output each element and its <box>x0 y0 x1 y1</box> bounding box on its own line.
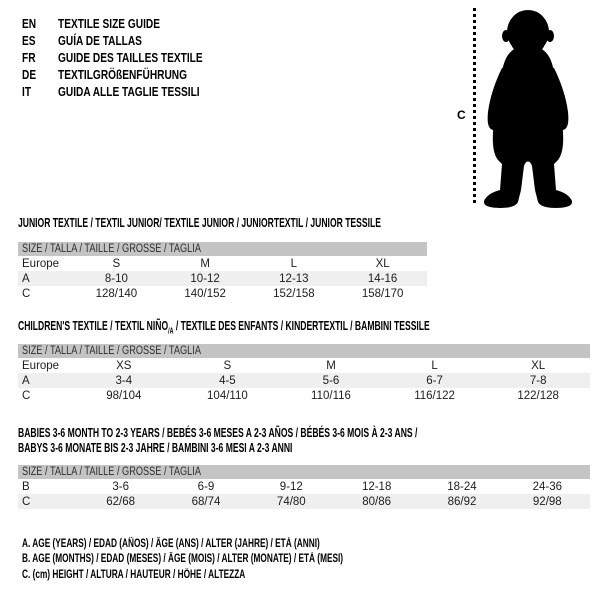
legend-line-a: A. AGE (YEARS) / EDAD (AÑOS) / ÂGE (ANS) / ALTER (JAHRE) / ETÀ (ANNI) <box>22 537 320 550</box>
value-cell: XS <box>116 359 132 372</box>
value-cell: 7-8 <box>529 374 547 387</box>
size-bar: SIZE / TALLA / TAILLE / GRÖSSE / TAGLIA <box>18 465 590 479</box>
value-cell: 6-9 <box>197 480 215 493</box>
measurement-legend <box>22 536 468 583</box>
language-title-block <box>22 15 243 100</box>
value-cell: 110/116 <box>311 389 351 402</box>
row-label-cell: C <box>22 287 31 300</box>
value-cell: 3-6 <box>112 480 129 493</box>
value-cell: 80/86 <box>362 495 392 508</box>
row-label-cell: Europe <box>22 359 60 372</box>
table-row-europe <box>18 358 590 373</box>
table-row-europe <box>18 256 427 271</box>
language-title: TEXTILGRÖßENFÜHRUNG <box>58 67 188 82</box>
language-row-fr <box>22 49 243 66</box>
value-cell: 12-18 <box>361 480 392 493</box>
size-bar: SIZE / TALLA / TAILLE / GRÖSSE / TAGLIA <box>18 344 590 358</box>
row-label-cell: B <box>22 480 30 493</box>
value-cell: 18-24 <box>447 480 477 493</box>
value-cell: 5-6 <box>322 374 340 387</box>
legend-line-c: C. (cm) HEIGHT / ALTURA / HAUTEUR / HÖHE / ALTEZZA <box>22 568 246 581</box>
value-cell: XL <box>531 359 546 372</box>
table-row-months <box>18 479 590 494</box>
height-dashed-line <box>473 8 476 205</box>
value-cell: 116/122 <box>414 389 455 402</box>
junior-size-table <box>18 242 427 301</box>
value-cell: S <box>112 257 121 270</box>
value-cell: 152/158 <box>273 287 315 300</box>
height-measure-label: C <box>457 108 466 122</box>
value-cell: 86/92 <box>447 495 477 508</box>
value-cell: L <box>290 257 298 270</box>
value-cell: 4-5 <box>219 374 236 387</box>
value-cell: 68/74 <box>191 495 221 508</box>
language-code: IT <box>22 84 32 99</box>
value-cell: S <box>223 359 232 372</box>
value-cell: L <box>431 359 438 372</box>
table-row-height <box>18 388 590 403</box>
table-row-height <box>18 494 590 509</box>
language-title: TEXTILE SIZE GUIDE <box>58 16 160 31</box>
row-label-cell: C <box>22 495 31 508</box>
value-cell: 62/68 <box>106 495 136 508</box>
value-cell: XL <box>375 257 390 270</box>
nino-a-subscript: /A <box>168 326 174 336</box>
value-cell: 14-16 <box>367 272 398 285</box>
value-cell: 12-13 <box>279 272 309 285</box>
value-cell: 122/128 <box>517 389 559 402</box>
value-cell: 9-12 <box>279 480 303 493</box>
value-cell: 3-4 <box>115 374 133 387</box>
language-title: GUIDA ALLE TAGLIE TESSILI <box>58 84 200 99</box>
row-label-cell: A <box>22 272 30 285</box>
value-cell: 104/110 <box>207 389 248 402</box>
value-cell: M <box>200 257 210 270</box>
children-size-table <box>18 344 590 403</box>
value-cell: 128/140 <box>95 287 138 300</box>
value-cell: 8-10 <box>104 272 128 285</box>
language-code: EN <box>22 16 37 31</box>
table-row-height <box>18 286 427 301</box>
value-cell: 98/104 <box>106 389 142 402</box>
language-row-de <box>22 66 243 83</box>
junior-section-title: JUNIOR TEXTILE / TEXTIL JUNIOR/ TEXTILE JUNIOR / JUNIORTEXTIL / JUNIOR TESSILE <box>18 215 381 230</box>
language-title: GUÍA DE TALLAS <box>58 33 142 48</box>
row-label-cell: Europe <box>22 257 60 270</box>
value-cell: 140/152 <box>184 287 226 300</box>
language-code: DE <box>22 67 37 82</box>
language-row-it <box>22 83 243 100</box>
table-row-age <box>18 271 427 286</box>
language-code: ES <box>22 33 36 48</box>
toddler-silhouette-icon <box>480 8 576 208</box>
value-cell: 6-7 <box>426 374 443 387</box>
row-label-cell: A <box>22 374 30 387</box>
language-row-en <box>22 15 243 32</box>
size-bar: SIZE / TALLA / TAILLE / GRÖSSE / TAGLIA <box>18 242 427 256</box>
value-cell: 74/80 <box>276 495 306 508</box>
language-row-es <box>22 32 243 49</box>
value-cell: M <box>326 359 336 372</box>
legend-line-b: B. AGE (MONTHS) / EDAD (MESES) / ÂGE (MOIS) / ALTER (MONATE) / ETÀ (MESI) <box>22 553 344 566</box>
value-cell: 10-12 <box>190 272 220 285</box>
language-code: FR <box>22 50 36 65</box>
row-label-cell: C <box>22 389 31 402</box>
value-cell: 92/98 <box>532 495 562 508</box>
language-title: GUIDE DES TAILLES TEXTILE <box>58 50 203 65</box>
table-row-age <box>18 373 590 388</box>
value-cell: 158/170 <box>361 287 404 300</box>
babies-size-table <box>18 465 590 509</box>
children-section-title: CHILDREN'S TEXTILE / TEXTIL $NIÑO_{/A}$ / TEXTILE DES ENFANTS / KINDERTEXTIL / BAMBINI TESSILE <box>18 318 430 336</box>
babies-section-title: BABIES 3-6 MONTH TO 2-3 YEARS / BEBÉS 3-6 MESES A 2-3 AÑOS / BÉBÉS 3-6 MOIS À 2-3 ANS / BABYS 3-6 MONATE BIS 2-3 JAHRE / BAMBINI 3-6 MESI A 2-3 ANNI <box>18 425 418 455</box>
value-cell: 24-36 <box>532 480 563 493</box>
